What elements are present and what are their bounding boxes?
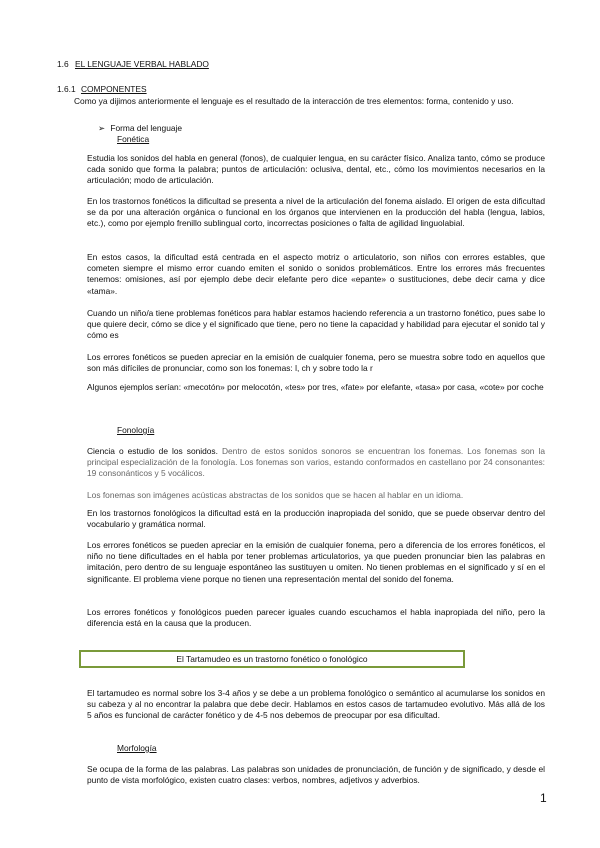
subsection-number: 1.6.1 xyxy=(57,84,76,94)
section-heading xyxy=(57,59,209,70)
fonologia-definition-detail: Dentro de estos sonidos sonoros se encuentran los fonemas. Los fonemas son la principal especialización de la fonología. Los fonemas son varios, estando conformados en castellano por 24 consonantes: 19 consonánticos y 5 vocálicos. xyxy=(87,446,545,479)
fonetica-paragraph-2: En los trastornos fonéticos la dificultad se presenta a nivel de la articulación del fonema aislado. El origen de esta dificultad se da por una alteración orgánica o funcional en los órganos que intervienen en la producción del habla (lengua, labios, etc.), como por ejemplo frenillo sublingual corto, incorrectas posiciones o falta de agilidad linguolabial. xyxy=(87,196,545,229)
callout-box xyxy=(79,650,465,668)
section-number: 1.6 xyxy=(57,59,69,69)
callout-text: El Tartamudeo es un trastorno fonético o fonológico xyxy=(176,654,368,664)
fonetica-paragraph-1: Estudia los sonidos del habla en general (fonos), de cualquier lengua, en su carácter físico. Analiza tanto, cómo se produce cada sonido que forma la palabra; puntos de articulación: oclusiva, dental, etc., cómo los movimientos necesarios en la articulación; modo de articulación. xyxy=(87,153,545,186)
tartamudeo-paragraph: El tartamudeo es normal sobre los 3-4 años y se debe a un problema fonológico o semántico al acumularse los sonidos en su cabeza y al no encontrar la palabra que debe decir. Hablamos en estos casos de tartamudeo evolutivo. Más allá de los 5 años es funcional de carácter fonético y de 4-5 nos debemos de preocupar por esa dificultad. xyxy=(87,688,545,721)
arrow-bullet-icon: ➢ xyxy=(98,123,106,133)
fonologia-paragraph-4: Los errores fonéticos se pueden apreciar en la emisión de cualquier fonema, pero a diferencia de los errores fonéticos, el niño no tiene dificultades en el habla por tener problemas articulatorios, ya que pueden pronunciar bien las palabras en imitación, pero dentro de su lenguaje espontáneo las sustituyen u omiten. No tienen problemas en el significado y sí en el significante. El problema viene porque no tienen una representación mental del sonido del fonema. xyxy=(87,540,545,584)
fonetica-title: Fonética xyxy=(117,134,150,144)
bullet-label: Forma del lenguaje xyxy=(110,123,183,133)
section-title: EL LENGUAJE VERBAL HABLADO xyxy=(74,59,209,69)
fonologia-paragraph-1 xyxy=(87,446,545,480)
fonetica-paragraph-5: Los errores fonéticos se pueden apreciar en la emisión de cualquier fonema, pero se muestra sobre todo en aquellos que son más difíciles de pronunciar, como son los fonemas: l, ch y sobre todo la r xyxy=(87,352,545,374)
fonetica-paragraph-3: En estos casos, la dificultad está centrada en el aspecto motriz o articulatorio, son niños con errores estables, que cometen siempre el mismo error cuando emiten el sonido o sonidos problemáticos. Entre los errores más frecuentes tenemos: omisiones, así por ejemplo debe decir elefante pero dice «epante» o sustituciones, debe decir cama y dice «tama». xyxy=(87,252,545,296)
fonologia-title: Fonología xyxy=(117,425,155,435)
fonologia-paragraph-2: Los fonemas son imágenes acústicas abstractas de los sonidos que se hacen al hablar en un idioma. xyxy=(87,490,464,500)
fonologia-definition: Ciencia o estudio de los sonidos. xyxy=(87,446,218,456)
morfologia-title: Morfología xyxy=(117,743,157,753)
fonetica-paragraph-4: Cuando un niño/a tiene problemas fonéticos para hablar estamos haciendo referencia a un trastorno fonético, pues sabe lo que quiere decir, cómo se dice y el significado que tiene, pero no tiene la capacidad y habilidad para ejecutar el sonido tal y cómo es xyxy=(87,308,545,341)
morfologia-paragraph-1: Se ocupa de la forma de las palabras. Las palabras son unidades de pronunciación, de función y de significado, y desde el punto de vista morfológico, existen cuatro clases: verbos, nombres, adjetivos y adverbios. xyxy=(87,764,545,786)
intro-paragraph: Como ya dijimos anteriormente el lenguaje es el resultado de la interacción de tres elementos: forma, contenido y uso. xyxy=(74,96,514,106)
subsection-title: COMPONENTES xyxy=(80,84,147,94)
fonologia-paragraph-3: En los trastornos fonológicos la dificultad está en la producción inapropiada del sonido, que se puede observar dentro del vocabulario y gramática normal. xyxy=(87,508,545,530)
fonologia-paragraph-5: Los errores fonéticos y fonológicos pueden parecer iguales cuando escuchamos el habla inapropiada del niño, pero la diferencia está en la causa que la producen. xyxy=(87,607,545,629)
fonetica-paragraph-6: Algunos ejemplos serían: «mecotón» por melocotón, «tes» por tres, «fate» por elefante, «tasa» por casa, «cote» por coche xyxy=(87,382,544,392)
page-number: 1 xyxy=(540,791,547,805)
subsection-heading xyxy=(57,84,147,95)
bullet-forma-lenguaje xyxy=(98,123,182,134)
